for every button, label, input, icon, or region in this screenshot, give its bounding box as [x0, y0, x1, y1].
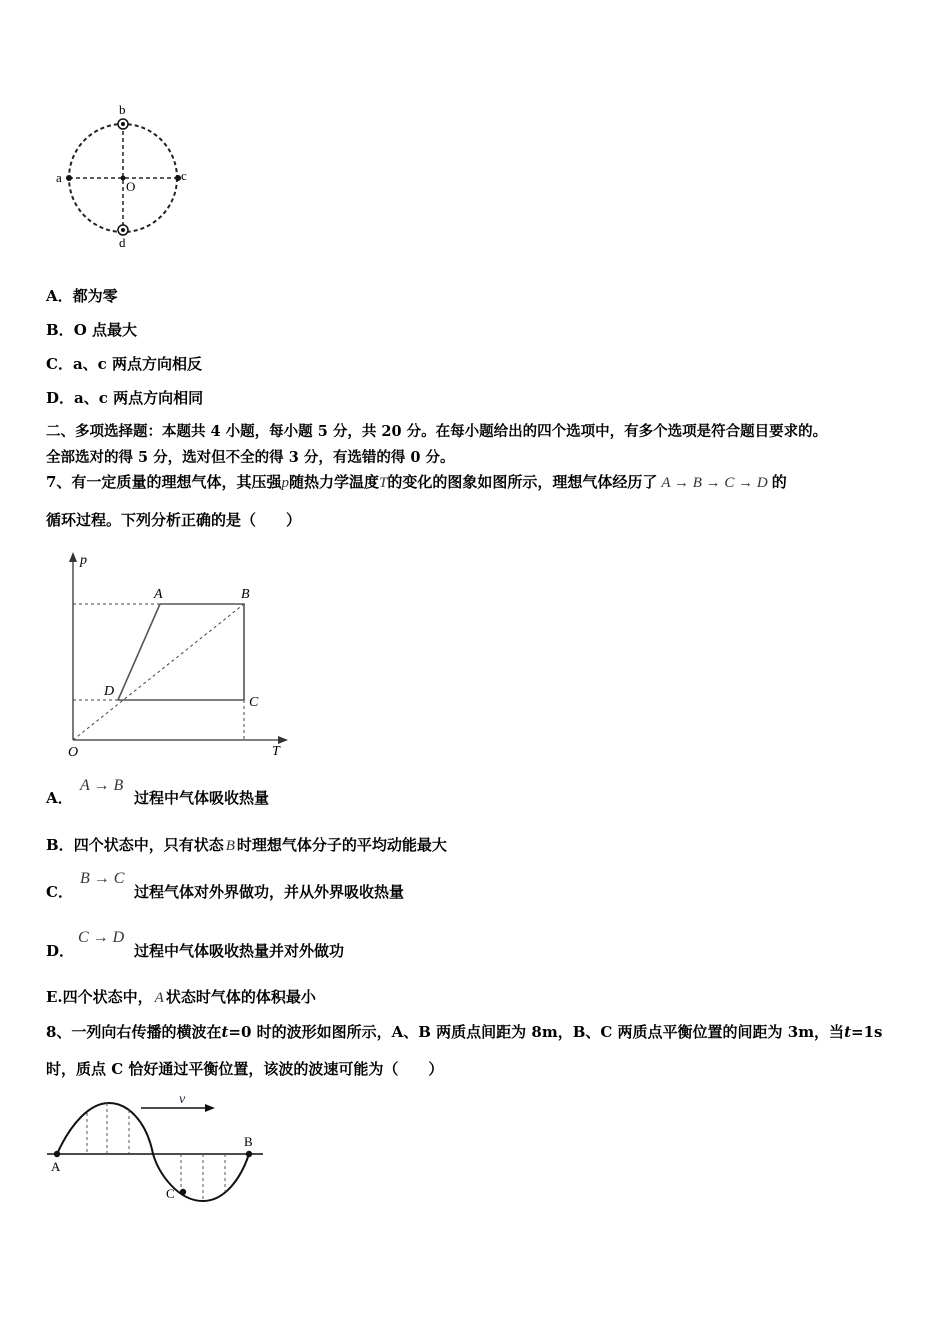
- q7-option-b: B．四个状态中，只有状态 B 时理想气体分子的平均动能最大: [46, 836, 447, 854]
- q7-option-c-text: 过程气体对外界做功，并从外界吸收热量: [134, 883, 405, 901]
- label-b: b: [119, 102, 126, 117]
- q7-option-d-text: 过程中气体吸收热量并对外做功: [134, 942, 345, 960]
- q6-option-b: B．O 点最大: [46, 321, 137, 339]
- q7-stem-line2: 循环过程。下列分析正确的是（ ）: [46, 511, 302, 529]
- label-t: T: [272, 744, 280, 759]
- label-D: D: [104, 684, 115, 699]
- label-b: B: [244, 1134, 253, 1149]
- point-c: [180, 1189, 186, 1195]
- q7-option-c-formula: B → C: [80, 870, 125, 887]
- section2-line2: 全部选对的得 5 分，选对但不全的得 3 分，有选错的得 0 分。: [46, 449, 455, 466]
- q8-stem-line1: 8、一列向右传播的横波在t=0 时的波形如图所示，A、B 两质点间距为 8m，B、C 两质点平衡位置的间距为 3m，当t=1s: [46, 1023, 883, 1041]
- circle-figure: [50, 100, 200, 250]
- label-p: p: [80, 553, 87, 568]
- wave-curve: [57, 1103, 249, 1201]
- label-a: a: [56, 170, 62, 185]
- q6-option-d: D．a、c 两点方向相同: [46, 389, 204, 407]
- p-axis-arrow: [69, 552, 77, 562]
- point-a: [66, 175, 72, 181]
- t-axis-arrow: [278, 736, 288, 744]
- q7-option-d-formula: C → D: [78, 929, 125, 946]
- q7-option-c: C．: [46, 883, 73, 901]
- section2-line1: 二、多项选择题：本题共 4 小题，每小题 5 分，共 20 分。在每小题给出的四个选项中，有多个选项是符合题目要求的。: [46, 423, 828, 440]
- velocity-arrow-head: [205, 1104, 215, 1112]
- q6-option-c: C．a、c 两点方向相反: [46, 355, 203, 373]
- label-c: C: [166, 1186, 175, 1201]
- point-a: [54, 1151, 60, 1157]
- point-o: [121, 176, 126, 181]
- origin-to-b-dashed: [73, 604, 244, 740]
- label-c: c: [181, 168, 187, 183]
- label-d: d: [119, 235, 126, 250]
- label-A: A: [154, 587, 163, 602]
- label-B: B: [241, 587, 250, 602]
- q7-option-d: D．: [46, 942, 75, 960]
- q8-stem-line2: 时，质点 C 恰好通过平衡位置，该波的波速可能为（ ）: [46, 1060, 444, 1078]
- point-b-dot: [121, 122, 125, 126]
- q7-option-a-text: 过程中气体吸收热量: [134, 789, 270, 807]
- q7-option-a-formula: A → B: [80, 777, 124, 794]
- q7-option-a: A．: [46, 789, 73, 807]
- point-d-dot: [121, 228, 125, 232]
- q7-option-e: E.四个状态中， A 状态时气体的体积最小: [46, 988, 316, 1006]
- label-C: C: [249, 695, 259, 710]
- label-o: O: [126, 179, 136, 194]
- q6-option-a: A．都为零: [46, 287, 118, 305]
- q7-stem-line1: 7、有一定质量的理想气体，其压强p随热力学温度T的变化的图象如图所示，理想气体经历了 A → B → C → D 的: [46, 473, 787, 491]
- wave-figure: [45, 1088, 270, 1213]
- label-v: v: [179, 1092, 186, 1107]
- point-b: [246, 1151, 252, 1157]
- pt-graph: [60, 548, 300, 763]
- label-a: A: [51, 1159, 61, 1174]
- label-o: O: [68, 745, 79, 760]
